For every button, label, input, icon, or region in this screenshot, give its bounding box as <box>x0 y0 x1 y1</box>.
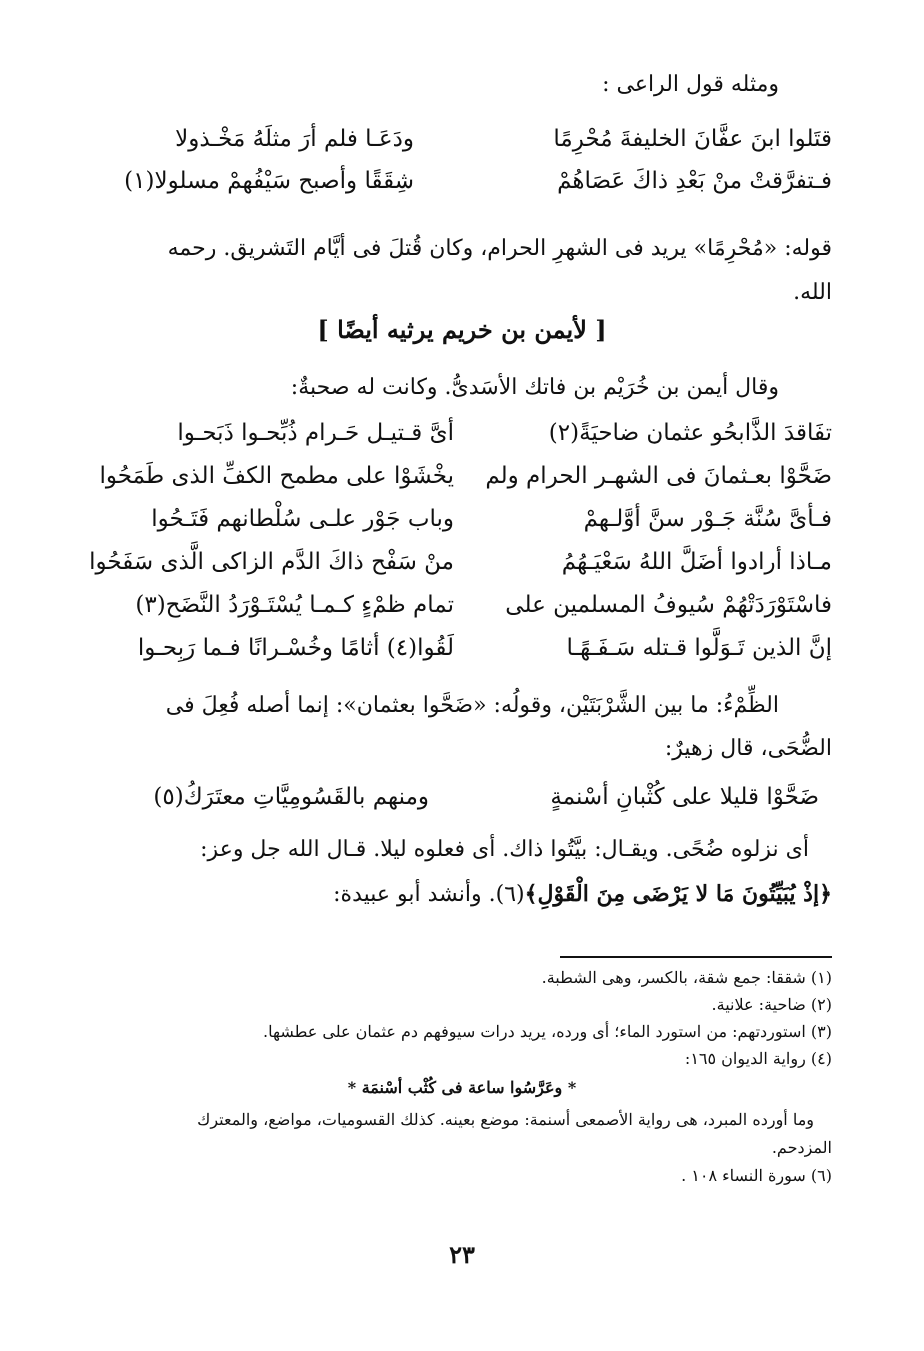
verse-b5-hemistich-2: تمام ظمْءٍ كـمـا يُسْتَـوْرَدُ النَّضَح(٣) <box>135 592 454 618</box>
verse-a2-hemistich-2: شِقَقًا وأصبح سَيْفُهمْ مسلولا(١) <box>124 168 414 194</box>
quran-quote: ﴿إذْ يُبَيِّتُونَ مَا لا يَرْضَى مِنَ الْقَوْلِ﴾ <box>524 881 832 907</box>
verse-b5-hemistich-1: فاسْتَوْرَدَتْهُمْ سُيوفُ المسلمين على <box>505 592 832 618</box>
verse-b3-hemistich-1: فـأىَّ سُنَّة جَـوْر سنَّ أوَّلـهمْ <box>583 506 832 532</box>
comment-a-line-2: الله. <box>793 280 832 305</box>
footnote-6: (٦) سورة النساء ١٠٨ . <box>681 1166 832 1185</box>
footnote-3: (٣) استوردتهم: من استورد الماء؛ أى ورده، يريد درات سيوفهم دم عثمان على عطشها. <box>263 1022 832 1041</box>
intro-line: ومثله قول الراعى : <box>602 72 779 97</box>
intro-b-line: وقال أيمن بن خُرَيْم بن فاتك الأسَدىُّ. وكانت له صحبةٌ: <box>290 375 779 400</box>
comment-c-line-2 <box>333 872 832 917</box>
verse-a2-hemistich-1: فـتفرَّقتْ منْ بَعْدِ ذاكَ عَصَاهُمْ <box>557 168 832 194</box>
comment-a-line-1: قوله: «مُحْرِمًا» يريد فى الشهرِ الحرام، وكان قُتلَ فى أيَّام التَشريق. رحمه <box>167 236 832 261</box>
verse-b2-hemistich-2: يخْشَوْا على مطمح الكفِّ الذى طَمَحُوا <box>99 463 454 489</box>
verse-b6-hemistich-2: لَقُوا(٤) أثامًا وخُسْـرانًا فـما رَبِحـوا <box>137 635 454 661</box>
verse-b1-hemistich-1: تفَاقدَ الذَّابحُو عثمان ضاحيَةً(٢) <box>548 420 832 446</box>
verse-b3-hemistich-2: وباب جَوْر علـى سُلْطانهم فَتَـحُوا <box>151 506 454 532</box>
section-heading: [ لأيمن بن خريم يرثيه أيضًا ] <box>317 315 607 344</box>
footnote-2: (٢) ضاحية: علانية. <box>711 995 832 1014</box>
verse-b4-hemistich-1: مـاذا أرادوا أضَلَّ اللهُ سَعْيَـهُمُ <box>561 549 832 575</box>
page-number: ٢٣ <box>449 1240 475 1269</box>
footnote-separator <box>560 956 832 958</box>
verse-a1-hemistich-2: ودَعَـا فلم أرَ مثلَهُ مَخْـذولا <box>175 126 414 152</box>
verse-b4-hemistich-2: منْ سَفْح ذاكَ الدَّم الزاكى الَّذى سَفَحُوا <box>89 549 454 575</box>
comment-b-line-1: الظِّمْءُ: ما بين الشَّرْبَتَيْن، وقولُه: «ضَحَّوا بعثمان»: إنما أصله فُعِلَ فى <box>165 693 779 718</box>
footnote-5-line-2: المزدحم. <box>771 1138 832 1157</box>
verse-c-hemistich-1: ضَحَّوْا قليلا على كُثْبانِ أسْنمةٍ <box>550 784 819 810</box>
verse-b6-hemistich-1: إنَّ الذين تَـوَلَّوا قـتله سَـفَـهًـا <box>566 635 832 661</box>
verse-c-hemistich-2: ومنهم بالقَسُومِيَّاتِ معتَرَكُ(٥) <box>153 784 429 810</box>
verse-a1-hemistich-1: قتَلوا ابنَ عفَّانَ الخليفةَ مُحْرِمًا <box>553 126 832 152</box>
comment-b-line-2: الضُّحَى، قال زهيرٌ: <box>664 736 832 761</box>
footnote-5-line-1: وما أورده المبرد، هى رواية الأصمعى أسنمة: موضع بعينه. كذلك القسوميات، مواضع، والمعترك <box>197 1110 814 1129</box>
comment-c-line-2-rest: (٦). وأنشد أبو عبيدة: <box>333 882 525 907</box>
footnote-4: (٤) رواية الديوان ١٦٥: <box>684 1049 832 1068</box>
footnote-verse: * وعَرَّسُوا ساعة فى كُثْب أسْنمَة * <box>347 1078 577 1097</box>
footnote-1: (١) شققا: جمع شقة، بالكسر، وهى الشطبة. <box>541 968 832 987</box>
comment-c-line-1: أى نزلوه ضُحًى. ويقـال: بيَّتُوا ذاك. أى فعلوه ليلا. قـال الله جل وعز: <box>200 837 809 862</box>
verse-b2-hemistich-1: ضَحَّوْا بعـثمانَ فى الشهـر الحرام ولم <box>485 463 832 489</box>
verse-b1-hemistich-2: أىَّ قـتيـل حَـرام ذُبِّحـوا ذَبَحـوا <box>177 420 454 446</box>
